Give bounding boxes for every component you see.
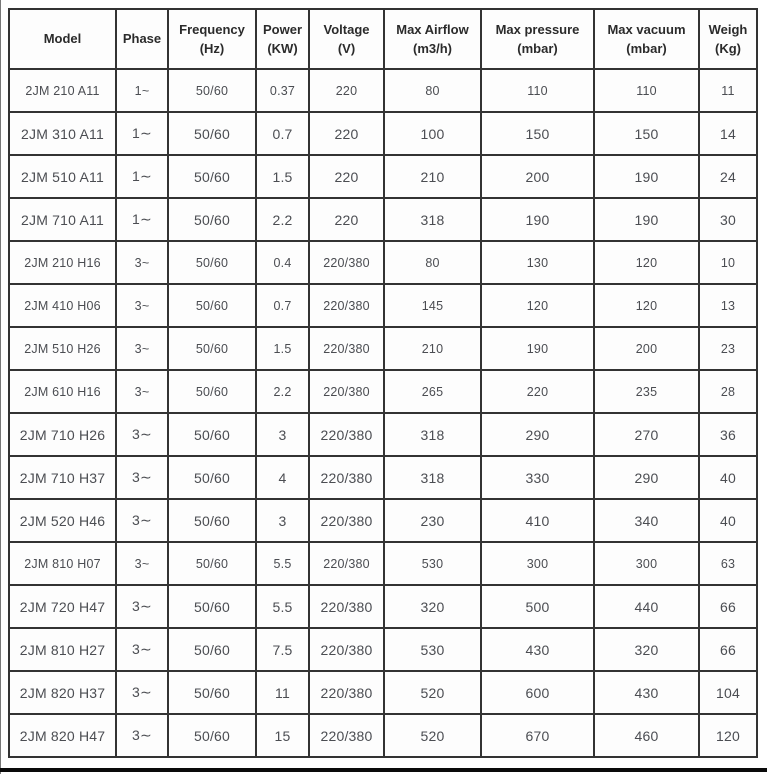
table-cell: 110: [481, 69, 594, 112]
table-cell: 50/60: [168, 241, 256, 284]
column-header: [384, 9, 481, 69]
table-cell: 300: [594, 542, 699, 585]
table-cell: 50/60: [168, 628, 256, 671]
table-cell: 220/380: [309, 499, 384, 542]
table-cell: 100: [384, 112, 481, 155]
table-cell: 2JM 710 A11: [9, 198, 116, 241]
table-cell: 2JM 710 H37: [9, 456, 116, 499]
table-cell: 50/60: [168, 714, 256, 757]
table-cell: 318: [384, 456, 481, 499]
table-cell: 190: [481, 327, 594, 370]
table-cell: 318: [384, 413, 481, 456]
table-cell: 120: [699, 714, 757, 757]
table-cell: 130: [481, 241, 594, 284]
table-cell: 14: [699, 112, 757, 155]
table-cell: 120: [481, 284, 594, 327]
table-cell: 5.5: [256, 585, 309, 628]
column-title: Frequency: [179, 21, 245, 37]
table-row: [9, 671, 757, 714]
table-cell: 50/60: [168, 112, 256, 155]
table-cell: 520: [384, 714, 481, 757]
table-cell: 410: [481, 499, 594, 542]
column-header: [116, 9, 168, 69]
column-title: Max Airflow: [396, 21, 469, 37]
column-header: [309, 9, 384, 69]
table-cell: 600: [481, 671, 594, 714]
table-cell: 0.7: [256, 112, 309, 155]
table-cell: 80: [384, 69, 481, 112]
table-cell: 318: [384, 198, 481, 241]
table-row: [9, 155, 757, 198]
table-cell: 11: [256, 671, 309, 714]
table-cell: 530: [384, 542, 481, 585]
table-cell: 220/380: [309, 671, 384, 714]
table-cell: 440: [594, 585, 699, 628]
column-unit: (mbar): [517, 41, 558, 56]
table-cell: 50/60: [168, 456, 256, 499]
table-cell: 670: [481, 714, 594, 757]
table-cell: 3∼: [116, 456, 168, 499]
table-row: [9, 284, 757, 327]
column-unit: (mbar): [626, 41, 667, 56]
table-cell: 15: [256, 714, 309, 757]
table-cell: 3∼: [116, 499, 168, 542]
table-cell: 3: [256, 413, 309, 456]
table-cell: 220: [309, 69, 384, 112]
table-cell: 330: [481, 456, 594, 499]
table-cell: 3∼: [116, 585, 168, 628]
table-cell: 220: [309, 198, 384, 241]
bottom-divider-bar: [0, 768, 767, 772]
table-cell: 2JM 810 H27: [9, 628, 116, 671]
table-cell: 80: [384, 241, 481, 284]
header-row: [9, 9, 757, 69]
table-cell: 50/60: [168, 327, 256, 370]
table-cell: 5.5: [256, 542, 309, 585]
table-cell: 1.5: [256, 155, 309, 198]
table-cell: 2JM 410 H06: [9, 284, 116, 327]
table-cell: 190: [594, 198, 699, 241]
table-cell: 11: [699, 69, 757, 112]
table-cell: 3: [256, 499, 309, 542]
table-cell: 50/60: [168, 198, 256, 241]
table-cell: 13: [699, 284, 757, 327]
column-header: [594, 9, 699, 69]
table-cell: 1∼: [116, 198, 168, 241]
table-cell: 220/380: [309, 628, 384, 671]
table-cell: 190: [594, 155, 699, 198]
table-cell: 0.4: [256, 241, 309, 284]
column-unit: (Hz): [199, 41, 225, 56]
table-cell: 300: [481, 542, 594, 585]
table-row: [9, 585, 757, 628]
table-cell: 3~: [116, 327, 168, 370]
column-unit: (m3/h): [413, 41, 452, 56]
table-cell: 66: [699, 585, 757, 628]
page-left-border: [0, 0, 1, 774]
table-cell: 30: [699, 198, 757, 241]
table-cell: 3~: [116, 241, 168, 284]
table-cell: 3∼: [116, 671, 168, 714]
column-header: [9, 9, 116, 69]
table-cell: 2JM 810 H07: [9, 542, 116, 585]
table-cell: 50/60: [168, 671, 256, 714]
table-cell: 150: [594, 112, 699, 155]
table-cell: 220/380: [309, 327, 384, 370]
table-cell: 104: [699, 671, 757, 714]
table-cell: 430: [481, 628, 594, 671]
table-cell: 220/380: [309, 413, 384, 456]
table-cell: 40: [699, 456, 757, 499]
table-cell: 220/380: [309, 585, 384, 628]
table-cell: 50/60: [168, 284, 256, 327]
table-cell: 500: [481, 585, 594, 628]
table-row: [9, 542, 757, 585]
table-cell: 220/380: [309, 456, 384, 499]
table-cell: 50/60: [168, 370, 256, 413]
table-cell: 2.2: [256, 370, 309, 413]
table-cell: 270: [594, 413, 699, 456]
table-cell: 220/380: [309, 714, 384, 757]
table-cell: 3∼: [116, 413, 168, 456]
table-cell: 2JM 310 A11: [9, 112, 116, 155]
table-cell: 200: [594, 327, 699, 370]
column-title: Weigh: [708, 21, 748, 37]
table-cell: 210: [384, 155, 481, 198]
table-cell: 2JM 710 H26: [9, 413, 116, 456]
column-title: Phase: [122, 31, 162, 47]
table-row: [9, 499, 757, 542]
table-row: [9, 628, 757, 671]
table-cell: 63: [699, 542, 757, 585]
table-cell: 3~: [116, 542, 168, 585]
table-cell: 220/380: [309, 370, 384, 413]
table-cell: 3∼: [116, 714, 168, 757]
table-row: [9, 112, 757, 155]
table-cell: 220: [481, 370, 594, 413]
table-cell: 66: [699, 628, 757, 671]
table-cell: 3∼: [116, 628, 168, 671]
table-cell: 50/60: [168, 585, 256, 628]
table-row: [9, 69, 757, 112]
table-cell: 2JM 820 H37: [9, 671, 116, 714]
table-cell: 220/380: [309, 542, 384, 585]
table-cell: 50/60: [168, 413, 256, 456]
table-cell: 320: [384, 585, 481, 628]
table-cell: 2JM 610 H16: [9, 370, 116, 413]
table-cell: 50/60: [168, 499, 256, 542]
table-row: [9, 413, 757, 456]
table-cell: 220/380: [309, 284, 384, 327]
table-cell: 2JM 510 H26: [9, 327, 116, 370]
table-cell: 120: [594, 241, 699, 284]
table-cell: 145: [384, 284, 481, 327]
table-cell: 120: [594, 284, 699, 327]
table-cell: 0.37: [256, 69, 309, 112]
table-cell: 2JM 510 A11: [9, 155, 116, 198]
table-cell: 0.7: [256, 284, 309, 327]
table-cell: 2JM 210 A11: [9, 69, 116, 112]
table-row: [9, 714, 757, 757]
column-title: Max vacuum: [607, 21, 686, 37]
table-cell: 220: [309, 112, 384, 155]
table-cell: 36: [699, 413, 757, 456]
table-cell: 50/60: [168, 155, 256, 198]
table-cell: 190: [481, 198, 594, 241]
table-cell: 290: [481, 413, 594, 456]
table-cell: 1∼: [116, 155, 168, 198]
table-cell: 235: [594, 370, 699, 413]
table-cell: 2.2: [256, 198, 309, 241]
table-cell: 1~: [116, 69, 168, 112]
table-cell: 150: [481, 112, 594, 155]
table-cell: 220: [309, 155, 384, 198]
column-unit: (V): [337, 41, 356, 56]
table-cell: 460: [594, 714, 699, 757]
table-cell: 320: [594, 628, 699, 671]
table-cell: 220/380: [309, 241, 384, 284]
table-cell: 10: [699, 241, 757, 284]
table-cell: 40: [699, 499, 757, 542]
table-cell: 24: [699, 155, 757, 198]
column-title: Power: [262, 21, 302, 37]
column-header: [256, 9, 309, 69]
table-row: [9, 370, 757, 413]
table-cell: 23: [699, 327, 757, 370]
table-cell: 2JM 720 H47: [9, 585, 116, 628]
table-cell: 3~: [116, 284, 168, 327]
table-cell: 7.5: [256, 628, 309, 671]
table-cell: 230: [384, 499, 481, 542]
table-cell: 50/60: [168, 69, 256, 112]
table-cell: 265: [384, 370, 481, 413]
table-row: [9, 456, 757, 499]
table-cell: 1∼: [116, 112, 168, 155]
table-cell: 2JM 820 H47: [9, 714, 116, 757]
table-cell: 210: [384, 327, 481, 370]
table-cell: 2JM 210 H16: [9, 241, 116, 284]
table-cell: 200: [481, 155, 594, 198]
column-header: [699, 9, 757, 69]
table-cell: 4: [256, 456, 309, 499]
table-cell: 3~: [116, 370, 168, 413]
pump-spec-table: [8, 8, 758, 758]
column-title: Max pressure: [495, 21, 580, 37]
table-row: [9, 198, 757, 241]
table-cell: 290: [594, 456, 699, 499]
table-row: [9, 241, 757, 284]
table-cell: 28: [699, 370, 757, 413]
table-cell: 520: [384, 671, 481, 714]
column-title: Voltage: [323, 21, 370, 37]
table-cell: 430: [594, 671, 699, 714]
column-unit: (Kg): [715, 41, 741, 56]
column-title: Model: [43, 31, 82, 47]
table-cell: 530: [384, 628, 481, 671]
column-unit: (KW): [267, 41, 298, 56]
table-cell: 340: [594, 499, 699, 542]
table-cell: 50/60: [168, 542, 256, 585]
table-cell: 2JM 520 H46: [9, 499, 116, 542]
column-header: [168, 9, 256, 69]
table-cell: 1.5: [256, 327, 309, 370]
table-cell: 110: [594, 69, 699, 112]
table-row: [9, 327, 757, 370]
column-header: [481, 9, 594, 69]
